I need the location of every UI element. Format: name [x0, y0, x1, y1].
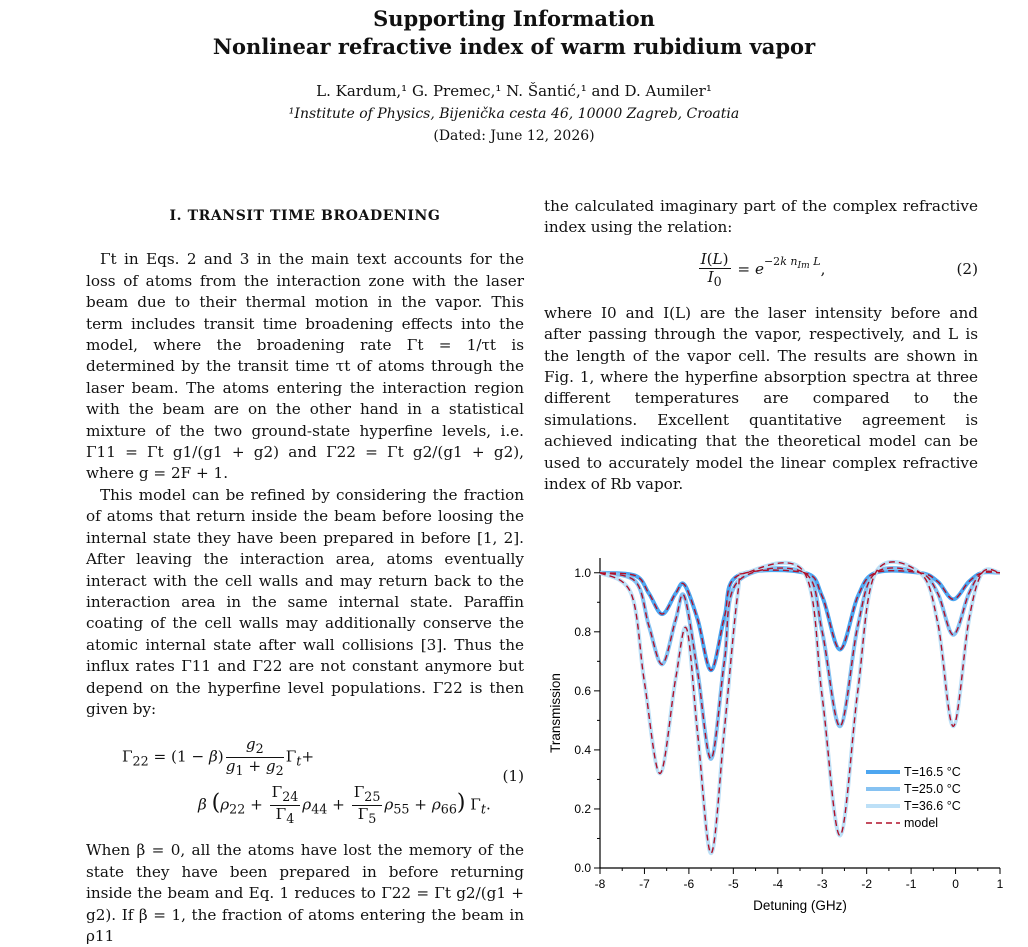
title-line-1: Supporting Information	[373, 6, 655, 31]
y-axis-label: Transmission	[548, 673, 563, 753]
y-tick-label: 0.2	[574, 801, 591, 816]
title-line-2: Nonlinear refractive index of warm rubidium vapor	[212, 34, 816, 59]
legend-label: T=16.5 °C	[904, 765, 961, 779]
equation-1-line-2: β ($\rho_{22}$ + $\frac{\Gamma_{24}}{\Gamma_4}$ $\rho_{44}$ + $\frac{\Gamma_{25}}{\Gamma_5}$ $\rho_{55} + \rho_{66}$) $\Gamma_t$.	[198, 783, 491, 827]
legend-label: T=25.0 °C	[904, 782, 961, 796]
right-column	[544, 196, 978, 495]
x-tick-label: -3	[816, 877, 828, 891]
x-tick-label: -6	[683, 877, 695, 891]
equation-2-number: (2)	[956, 259, 978, 278]
left-column	[86, 196, 524, 947]
x-tick-label: -7	[639, 877, 650, 891]
transmission-chart	[540, 548, 1010, 928]
x-tick-label: -4	[772, 877, 784, 891]
legend-label: model	[904, 816, 939, 830]
equation-1-line-1: $\Gamma_{22} = (1 - \beta)$ $\frac{g_2}{g_1 + g_2}$ $\Gamma_t+$	[122, 735, 315, 779]
transmission-figure	[540, 548, 1010, 928]
legend-label: T=36.6 °C	[904, 799, 961, 813]
author-list: L. Kardum,¹ G. Premec,¹ N. Šantić,¹ and D. Aumiler¹	[316, 82, 712, 100]
affiliation: ¹Institute of Physics, Bijenička cesta 46, 10000 Zagreb, Croatia	[288, 106, 740, 122]
x-tick-label: -8	[594, 877, 606, 891]
paragraph-2: This model can be refined by considering the fraction of atoms that return inside the beam before loosing the internal state they have been prepared in before [1, 2]. After leaving the interaction area, atoms eventually interact with the cell walls and may return back to the interaction area in the same internal state. Paraffin coating of the cell walls may additionally conserve the atomic internal state after wall collisions [3]. Thus the influx rates Γ11 and Γ22 are not constant anymore but depend on the hyperfine level populations. Γ22 is then given by:	[86, 485, 524, 718]
equation-1-number: (1)	[502, 767, 524, 786]
y-tick-label: 0.0	[574, 861, 591, 875]
x-tick-label: -5	[727, 877, 739, 891]
x-tick-label: -2	[861, 877, 873, 891]
paragraph-1: Γt in Eqs. 2 and 3 in the main text accounts for the loss of atoms from the interaction zone with the laser beam due to their thermal motion in the vapor. This term includes transit time broadening effects into the model, where the broadening rate Γt = 1/τt is determined by the transit time τt of atoms through the laser beam. The atoms entering the interaction region with the beam are on the other hand in a statistical mixture of the two ground-state hyperfine levels, i.e. Γ11 = Γt g1/(g1 + g2) and Γ22 = Γt g2/(g1 + g2), where g = 2F + 1.	[86, 250, 524, 483]
y-tick-label: 0.8	[574, 624, 591, 639]
series-line-1	[600, 570, 1000, 670]
x-axis-label: Detuning (GHz)	[753, 898, 847, 913]
date-line: (Dated: June 12, 2026)	[433, 128, 595, 144]
equation-1	[86, 732, 524, 830]
section-heading: I. TRANSIT TIME BROADENING	[169, 208, 441, 224]
y-tick-label: 0.4	[574, 742, 591, 757]
equation-2-body: $\frac{I(L)}{I_0}$ = $e^{-2k n_{Im} L}$,	[700, 249, 826, 289]
x-tick-label: -1	[905, 877, 917, 891]
y-tick-label: 1.0	[574, 565, 591, 580]
paragraph-r2: where I0 and I(L) are the laser intensity before and after passing through the vapor, respectively, and L is the length of the vapor cell. The results are shown in Fig. 1, where the hyperfine absorption spectra at three different temperatures are compared to the simulations. Excellent quantitative agreement is achieved indicating that the theoretical model can be used to accurately model the linear complex refractive index of Rb vapor.	[544, 303, 978, 494]
equation-2	[544, 245, 978, 293]
paragraph-3: When β = 0, all the atoms have lost the memory of the state they have been prepared in before returning inside the beam and Eq. 1 reduces to Γ22 = Γt g2/(g1 + g2). If β = 1, the fraction of atoms entering the beam in ρ11	[86, 841, 524, 945]
x-tick-label: 0	[952, 877, 959, 891]
paragraph-r1: the calculated imaginary part of the complex refractive index using the relation:	[544, 197, 978, 237]
y-tick-label: 0.6	[574, 683, 591, 698]
x-tick-label: 1	[996, 877, 1004, 891]
